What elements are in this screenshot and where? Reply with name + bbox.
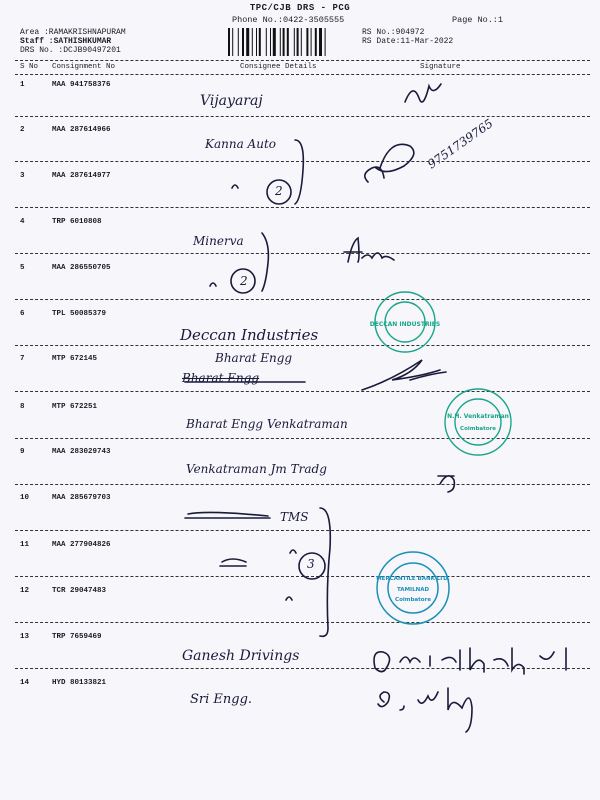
rs-number: RS No.:904972 (362, 28, 425, 37)
svg-text:DECCAN INDUSTRIES: DECCAN INDUSTRIES (369, 321, 441, 328)
row-5-sno: 5 (20, 264, 25, 272)
row-13-sno: 13 (20, 633, 30, 641)
handwritten-consignee-4: Minerva (193, 234, 244, 248)
row-5-consignment: MAA 286550705 (52, 264, 111, 272)
row-2-consignment: MAA 287614966 (52, 126, 111, 134)
row-13-consignment: TRP 7659469 (52, 633, 102, 641)
phone-number: Phone No.:0422-3505555 (232, 15, 345, 25)
svg-text:N.H. Venkatraman: N.H. Venkatraman (447, 413, 509, 420)
signature-row-9 (438, 476, 454, 492)
handwritten-count-3: 2 (275, 184, 283, 198)
svg-text:TAMILNAD: TAMILNAD (396, 587, 430, 593)
row-7-sno: 7 (20, 355, 25, 363)
row-1-sno: 1 (20, 81, 25, 89)
column-header-consignee: Consignee Details (240, 63, 317, 71)
row-12-sno: 12 (20, 587, 30, 595)
row-10-sno: 10 (20, 494, 30, 502)
row-12-consignment: TCR 29047483 (52, 587, 107, 595)
row-2-sno: 2 (20, 126, 25, 134)
circle-count-3 (267, 180, 291, 204)
sheet-title: TPC/CJB DRS - PCG (249, 3, 351, 13)
row-8-sno: 8 (20, 403, 25, 411)
circle-count-5 (231, 269, 255, 293)
signature-row-7 (362, 360, 446, 390)
handwritten-consignee-14: Sri Engg. (190, 692, 253, 707)
signature-row-2 (365, 144, 414, 182)
row-14-sno: 14 (20, 679, 30, 687)
row-6-sno: 6 (20, 310, 25, 318)
row-3-consignment: MAA 287614977 (52, 172, 111, 180)
drs-number: DRS No. :DCJB90497201 (20, 46, 121, 55)
svg-text:Coimbatore: Coimbatore (395, 597, 431, 603)
handwritten-consignee-8: Bharat Engg Venkatraman (186, 417, 348, 431)
rs-date: RS Date:11-Mar-2022 (362, 37, 454, 46)
handwritten-consignee-7b: Bharat Engg (182, 371, 260, 385)
row-9-sno: 9 (20, 448, 25, 456)
signature-row-4 (344, 238, 394, 262)
row-11-sno: 11 (20, 541, 30, 549)
staff-label: Staff :SATHISHKUMAR (20, 37, 112, 46)
stamp-venkatraman (445, 389, 511, 455)
row-1-consignment: MAA 941758376 (52, 81, 111, 89)
row-9-consignment: MAA 283029743 (52, 448, 111, 456)
row-4-sno: 4 (20, 218, 25, 226)
row-7-consignment: MTP 672145 (52, 355, 98, 363)
stamp-mercantile-bank (376, 552, 450, 624)
handwritten-consignee-7a: Bharat Engg (215, 351, 293, 365)
row-11-consignment: MAA 277904826 (52, 541, 111, 549)
handwritten-count-11: 3 (307, 557, 315, 571)
handwritten-phone-number: 9751739765 (425, 116, 496, 172)
handwritten-consignee-2: Kanna Auto (205, 137, 276, 151)
handwritten-consignee-10: TMS (280, 510, 309, 524)
handwritten-consignee-1: Vijayaraj (200, 93, 263, 109)
row-3-sno: 3 (20, 172, 25, 180)
signature-row-14 (378, 688, 472, 732)
signature-row-1 (405, 84, 441, 102)
stamp-deccan-industries (370, 292, 440, 352)
row-14-consignment: HYD 80133821 (52, 679, 107, 687)
row-10-consignment: MAA 285679703 (52, 494, 111, 502)
column-header-sno: S No (20, 63, 39, 71)
row-4-consignment: TRP 6010808 (52, 218, 102, 226)
area-label: Area :RAMAKRISHNAPURAM (20, 28, 126, 37)
handwritten-consignee-9: Venkatraman Jm Tradg (186, 462, 327, 476)
handwritten-count-5: 2 (240, 274, 248, 288)
column-header-consignment: Consignment No (52, 63, 116, 71)
circle-count-11 (299, 553, 325, 579)
signature-row-13 (374, 648, 566, 674)
page-number: Page No.:1 (452, 15, 504, 25)
row-8-consignment: MTP 672251 (52, 403, 98, 411)
svg-text:MERCANTILE BANK LTD.: MERCANTILE BANK LTD. (376, 576, 450, 582)
bracket-rows-2-3 (295, 140, 303, 204)
svg-text:Coimbatore: Coimbatore (460, 426, 496, 432)
row-6-consignment: TPL 50085379 (52, 310, 107, 318)
column-header-signature: Signature (420, 63, 461, 71)
bracket-rows-10-12 (320, 508, 330, 636)
bracket-rows-4-5 (262, 233, 268, 291)
handwritten-consignee-6: Deccan Industries (180, 326, 319, 344)
handwritten-consignee-13: Ganesh Drivings (182, 648, 300, 664)
